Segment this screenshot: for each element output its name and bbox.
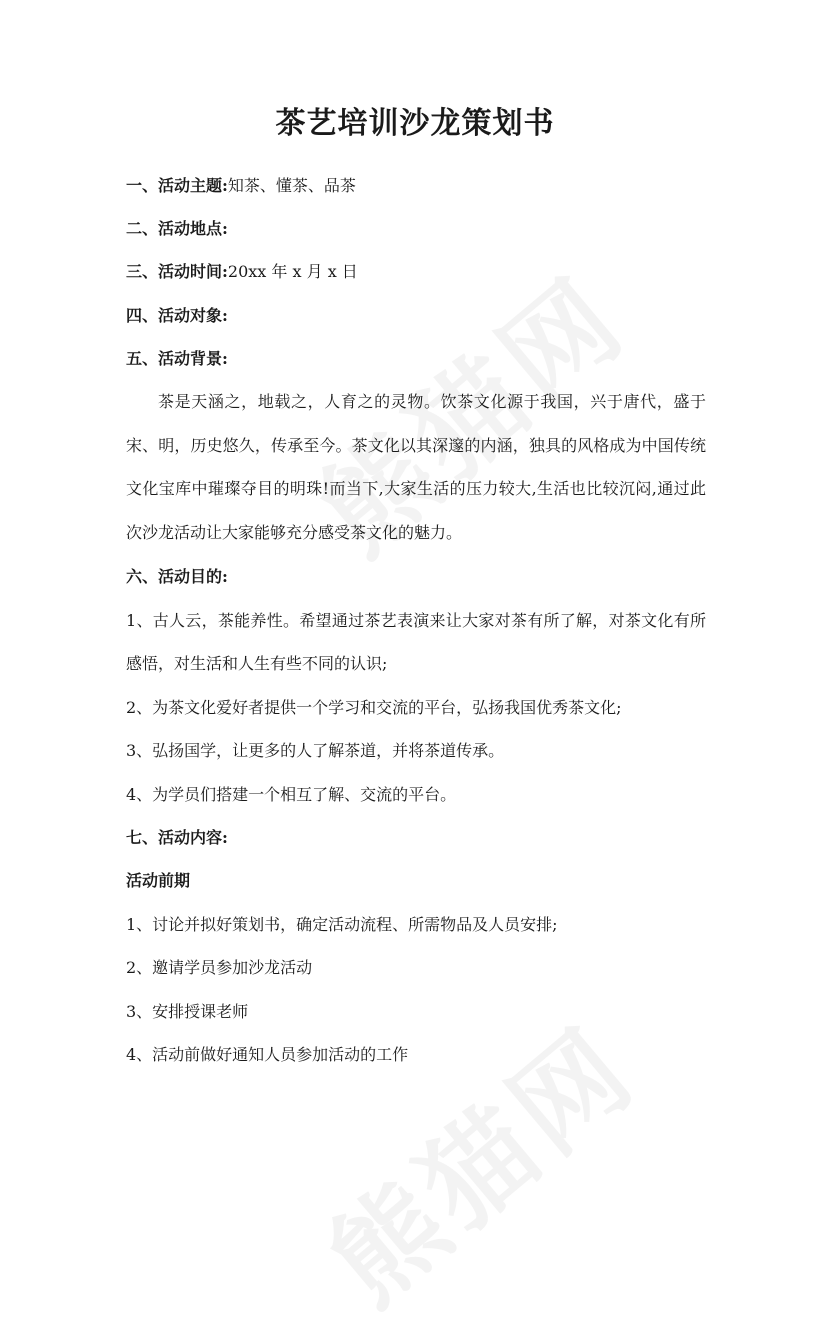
content-item: 1、讨论并拟好策划书，确定活动流程、所需物品及人员安排;	[126, 915, 558, 934]
content-item: 3、安排授课老师	[126, 1002, 249, 1021]
background-paragraph: 茶是天涵之，地载之，人育之的灵物。饮茶文化源于我国，兴于唐代，盛于宋、明，历史悠久，传承至今。茶文化以其深邃的内涵，独具的风格成为中国传统文化宝库中璀璨夺目的明珠!而当下,大家生活的压力较大,生活也比较沉闷,通过此次沙龙活动让大家能够充分感受茶文化的魅力。	[126, 392, 706, 542]
section-time	[126, 261, 358, 283]
page-title: 茶艺培训沙龙策划书	[275, 106, 555, 141]
section-heading: 六、活动目的:	[126, 567, 228, 586]
section-heading: 一、活动主题:	[126, 176, 228, 195]
section-location	[126, 218, 228, 240]
content-item: 2、邀请学员参加沙龙活动	[126, 958, 313, 977]
section-background-heading	[126, 348, 228, 370]
section-heading: 三、活动时间:	[126, 262, 228, 281]
section-theme	[126, 175, 356, 197]
section-content-heading	[126, 827, 228, 849]
section-heading: 四、活动对象:	[126, 306, 228, 325]
purpose-item: 1、古人云，茶能养性。希望通过茶艺表演来让大家对茶有所了解，对茶文化有所感悟，对生活和人生有些不同的认识;	[126, 611, 706, 673]
section-heading: 五、活动背景:	[126, 349, 228, 368]
content-subheading: 活动前期	[126, 871, 191, 890]
section-value: 20xx 年 x 月 x 日	[227, 262, 358, 281]
section-heading: 七、活动内容:	[126, 828, 228, 847]
section-audience	[126, 305, 228, 327]
section-heading: 二、活动地点:	[126, 219, 228, 238]
purpose-item: 2、为茶文化爱好者提供一个学习和交流的平台，弘扬我国优秀茶文化;	[126, 698, 622, 717]
purpose-item: 3、弘扬国学，让更多的人了解茶道，并将茶道传承。	[126, 741, 505, 760]
section-value: 知茶、懂茶、品茶	[227, 176, 356, 195]
section-purpose-heading	[126, 566, 228, 588]
watermark	[291, 985, 664, 1333]
purpose-item: 4、为学员们搭建一个相互了解、交流的平台。	[126, 785, 457, 804]
content-item: 4、活动前做好通知人员参加活动的工作	[126, 1045, 409, 1064]
